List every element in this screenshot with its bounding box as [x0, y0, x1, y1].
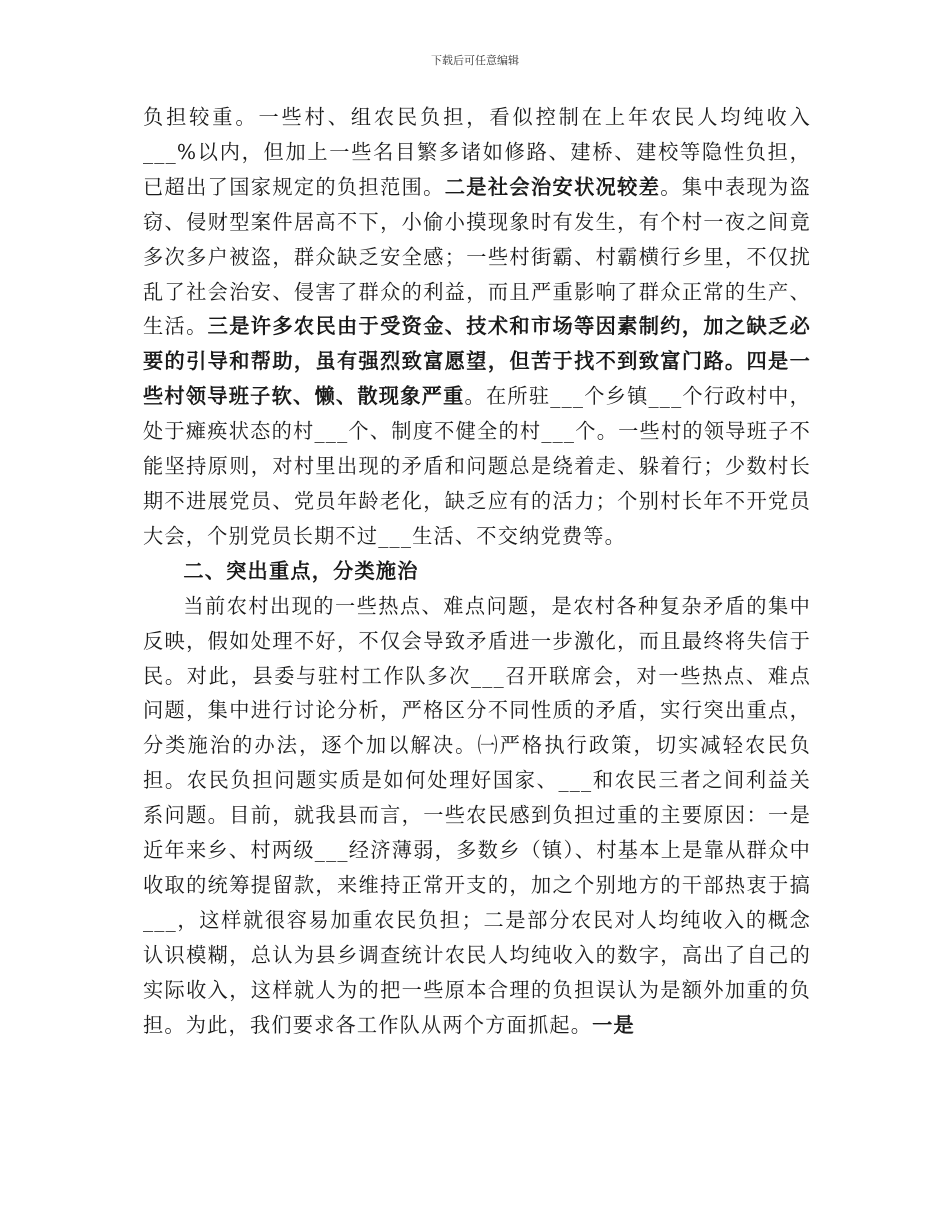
paragraph-1-text-1: 负担较重。一些村、组农民负担，看似控制在上年农民人均纯收入___%以内，但加上一些名目繁多诸如修路、建桥、建校等隐性负担，已超出了国家规定的负担范围。: [143, 105, 811, 199]
document-body: [143, 100, 811, 1042]
paragraph-2-text-1: 当前农村出现的一些热点、难点问题，是农村各种复杂矛盾的集中反映，假如处理不好，不仅会导致矛盾进一步激化，而且最终将失信于民。对此，县委与驻村工作队多次___召开联席会，对一些热点、难点问题，集中进行讨论分析，严格区分不同性质的矛盾，实行突出重点，分类施治的办法，逐个加以解决。㈠严格执行政策，切实减轻农民负担。农民负担问题实质是如何处理好国家、___和农民三者之间利益关系问题。目前，就我县而言，一些农民感到负担过重的主要原因：一是近年来乡、村两级___经济薄弱，多数乡（镇）、村基本上是靠从群众中收取的统筹提留款，来维持正常开支的，加之个别地方的干部热衷于搞___，这样就很容易加重农民负担；二是部分农民对人均纯收入的概念认识模糊，总认为县乡调查统计农民人均纯收入的数字，高出了自己的实际收入，这样就人为的把一些原本合理的负担误认为是额外加重的负担。为此，我们要求各工作队从两个方面抓起。: [143, 593, 811, 1037]
paragraph-1-bold-1: 二是社会治安状况较差: [444, 174, 661, 199]
paragraph-2-bold-1: 一是: [592, 1012, 635, 1037]
paragraph-1-text-3: 。在所驻___个乡镇___个行政村中，处于瘫痪状态的村___个、制度不健全的村___个。一些村的领导班子不能坚持原则，对村里出现的矛盾和问题总是绕着走、躲着行；少数村长期不进展党员、党员年龄老化，缺乏应有的活力；个别村长年不开党员大会，个别党员长期不过___生活、不交纳党费等。: [143, 384, 811, 548]
paragraph-1-bold-2: 三是许多农民由于受资金、技术和市场等因素制约，加之缺乏必要的引导和帮助，虽有强烈致富愿望，但苦于找不到致富门路。四是一些村领导班子软、懒、散现象严重: [143, 314, 811, 409]
page-header: 下载后可任意编辑: [431, 54, 519, 67]
paragraph-1-text-2: 。集中表现为盗窃、侵财型案件居高不下，小偷小摸现象时有发生，有个村一夜之间竟多次多户被盗，群众缺乏安全感；一些村街霸、村霸横行乡里，不仅扰乱了社会治安、侵害了群众的利益，而且严重影响了群众正常的生产、生活。: [143, 174, 811, 339]
section-heading: 二、突出重点，分类施治: [183, 558, 419, 583]
paragraph-2: [143, 589, 811, 1043]
paragraph-1: [143, 100, 811, 554]
